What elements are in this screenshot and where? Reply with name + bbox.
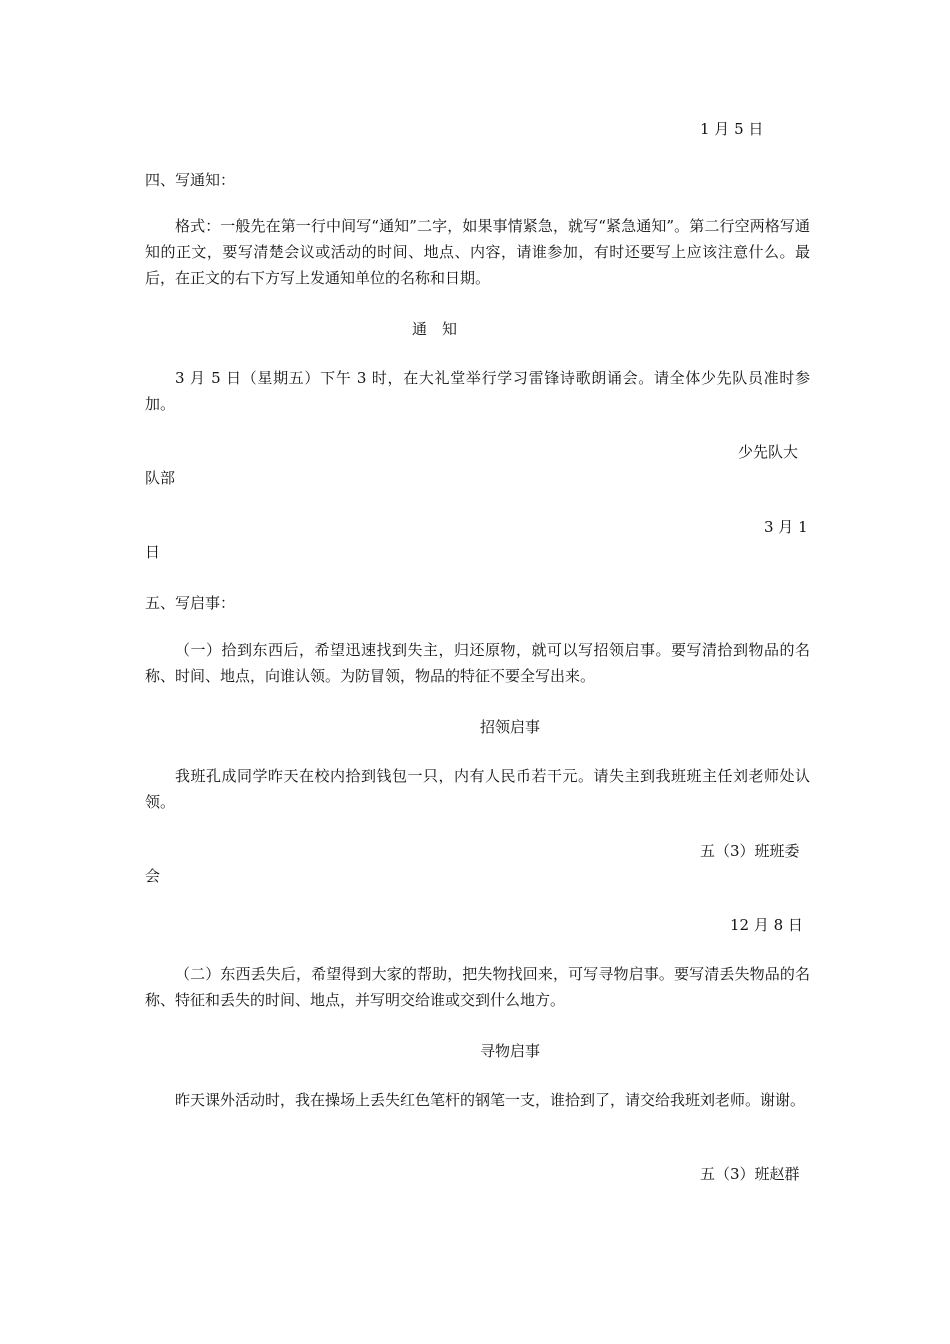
signature-line-wrap: 队部 xyxy=(145,469,176,487)
paragraph: （一）拾到东西后，希望迅速找到失主，归还原物，就可以写招领启事。要写清拾到物品的名称、时间、地点，向谁认领。为防冒领，物品的特征不要全写出来。 xyxy=(145,641,810,685)
paragraph: 我班孔成同学昨天在校内拾到钱包一只，内有人民币若干元。请失主到我班班主任刘老师处认领。 xyxy=(145,767,810,811)
section-heading: 四、写通知： xyxy=(145,171,236,189)
signature-line: 少先队大 xyxy=(738,443,799,461)
signature-line: 五（3）班赵群 xyxy=(700,1165,800,1183)
paragraph: 昨天课外活动时，我在操场上丢失红色笔杆的钢笔一支，谁拾到了，请交给我班刘老师。谢谢。 xyxy=(175,1091,806,1109)
paragraph: （二）东西丢失后，希望得到大家的帮助，把失物找回来，可写寻物启事。要写清丢失物品的名称、特征和丢失的时间、地点，并写明交给谁或交到什么地方。 xyxy=(145,965,810,1009)
paragraph: 3 月 5 日（星期五）下午 3 时，在大礼堂举行学习雷锋诗歌朗诵会。请全体少先队员准时参加。 xyxy=(145,369,810,413)
found-notice-title: 招领启事 xyxy=(480,718,541,736)
date-line: 1 月 5 日 xyxy=(700,120,764,138)
paragraph: 格式：一般先在第一行中间写“通知”二字，如果事情紧急，就写“紧急通知”。第二行空两格写通知的正文，要写清楚会议或活动的时间、地点、内容，请谁参加，有时还要写上应该注意什么。最后，在正文的右下方写上发通知单位的名称和日期。 xyxy=(145,217,810,287)
section-heading: 五、写启事： xyxy=(145,594,236,612)
signature-line-wrap: 会 xyxy=(145,867,161,885)
date-line: 12 月 8 日 xyxy=(730,916,803,934)
date-line-wrap: 日 xyxy=(145,543,161,561)
date-line: 3 月 1 xyxy=(764,518,808,536)
signature-line: 五（3）班班委 xyxy=(700,842,800,860)
lost-notice-title: 寻物启事 xyxy=(480,1042,541,1060)
notice-title: 通 知 xyxy=(412,320,458,338)
